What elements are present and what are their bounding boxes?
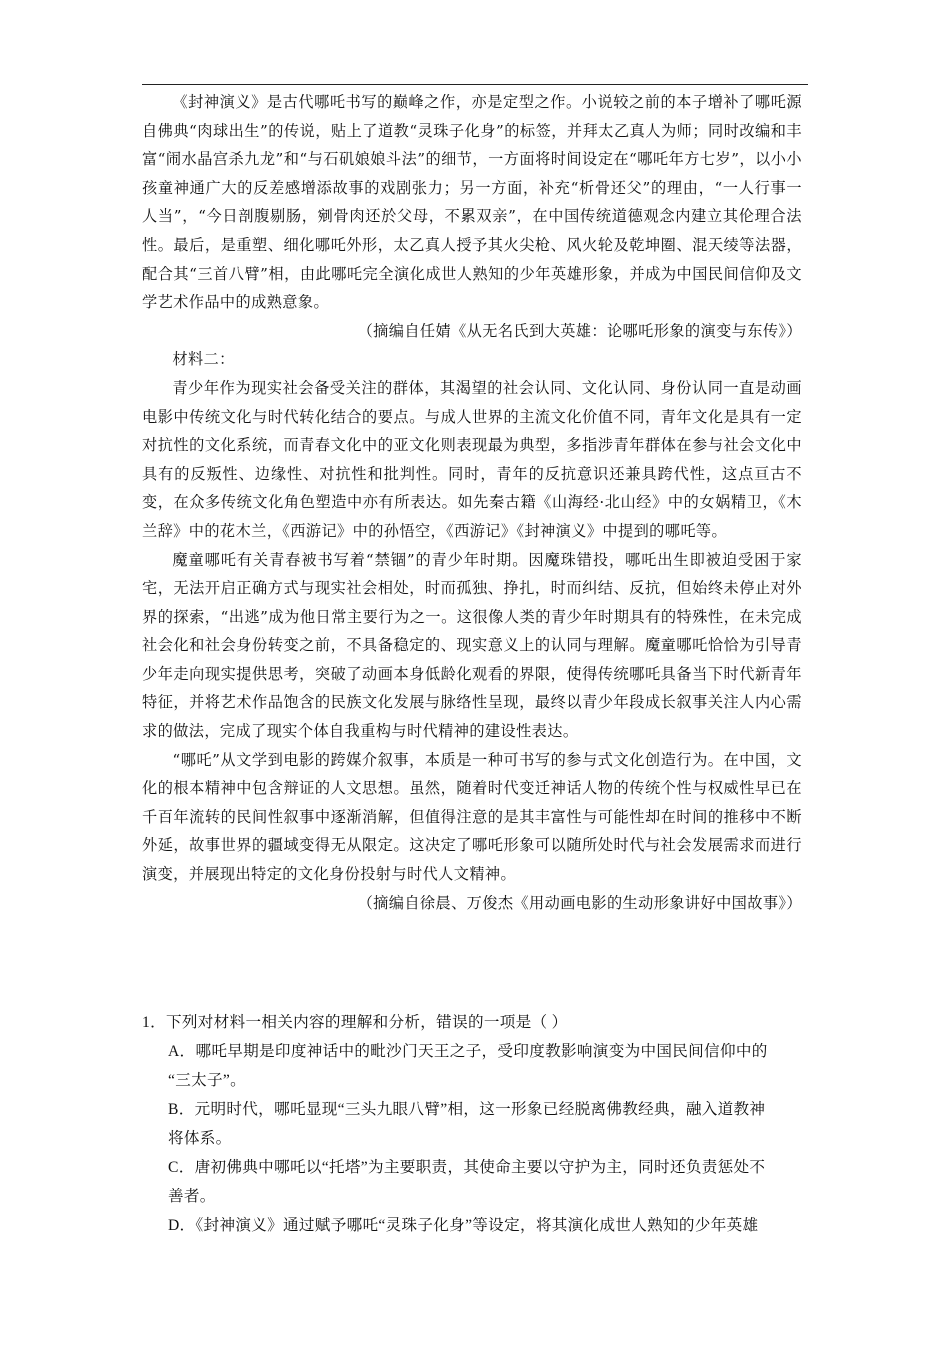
material2-paragraph-1: 青少年作为现实社会备受关注的群体，其渴望的社会认同、文化认同、身份认同一直是动画电影中传统文化与时代转化结合的要点。与成人世界的主流文化价值不同，青年文化是具有一定对抗性的文化系统，而青春文化中的亚文化则表现最为典型，多指涉青年群体在参与社会文化中具有的反叛性、边缘性、对抗性和批判性。同时，青年的反抗意识还兼具跨代性，这点亘古不变，在众多传统文化角色塑造中亦有所表达。如先秦古籍《山海经·北山经》中的女娲精卫，《木兰辞》中的花木兰，《西游记》中的孙悟空，《西游记》《封神演义》中提到的哪吒等。 [142, 378, 802, 540]
option-d-text: D．《封神演义》通过赋予哪吒“灵珠子化身”等设定，将其演化成世人熟知的少年英雄 [168, 1217, 759, 1234]
option-c[interactable] [142, 1153, 802, 1211]
option-d[interactable] [142, 1211, 802, 1240]
material2-source: （摘编自徐晨、万俊杰《用动画电影的生动形象讲好中国故事》） [357, 893, 802, 912]
option-b-text: B．元明时代，哪吒显现“三头九眼八臂”相，这一形象已经脱离佛教经典，融入道教神 [168, 1101, 766, 1118]
option-b-cont: 将体系。 [168, 1130, 232, 1147]
header-rule [142, 84, 808, 85]
material2-label: 材料二： [172, 350, 235, 369]
material1-source: （摘编自任婧《从无名氏到大英雄：论哪吒形象的演变与东传》） [357, 321, 802, 340]
option-b[interactable] [142, 1095, 802, 1153]
option-a-text: A．哪吒早期是印度神话中的毗沙门天王之子，受印度教影响演变为中国民间信仰中的 [168, 1043, 768, 1060]
option-c-cont: 善者。 [168, 1188, 216, 1205]
question-block [142, 1008, 802, 1240]
material2-paragraph-2: 魔童哪吒有关青春被书写着“禁锢”的青少年时期。因魔珠错投，哪吒出生即被迫受困于家宅，无法开启正确方式与现实社会相处，时而孤独、挣扎，时而纠结、反抗，但始终未停止对外界的探索，“出逃”成为他日常主要行为之一。这很像人类的青少年时期具有的特殊性，在未完成社会化和社会身份转变之前，不具备稳定的、现实意义上的认同与理解。魔童哪吒恰恰为引导青少年走向现实提供思考，突破了动画本身低龄化观看的界限，使得传统哪吒具备当下时代新青年特征，并将艺术作品饱含的民族文化发展与脉络性呈现，最终以青少年段成长叙事关注人内心需求的做法，完成了现实个体自我重构与时代精神的建设性表达。 [142, 550, 802, 741]
material1-paragraph: 《封神演义》是古代哪吒书写的巅峰之作，亦是定型之作。小说较之前的本子增补了哪吒源自佛典“肉球出生”的传说，贴上了道教“灵珠子化身”的标签，并拜太乙真人为师；同时改编和丰富“闹水晶宫杀九龙”和“与石矶娘娘斗法”的细节，一方面将时间设定在“哪吒年方七岁”，以小小孩童神通广大的反差感增添故事的戏剧张力；另一方面，补充“析骨还父”的理由，“一人行事一人当”，“今日剖腹剔肠，剜骨肉还於父母，不累双亲”，在中国传统道德观念内建立其伦理合法性。最后，是重塑、细化哪吒外形，太乙真人授予其火尖枪、风火轮及乾坤圈、混天绫等法器，配合其“三首八臂”相，由此哪吒完全演化成世人熟知的少年英雄形象，并成为中国民间信仰及文学艺术作品中的成熟意象。 [142, 93, 802, 312]
question-1-stem: 1．下列对材料一相关内容的理解和分析，错误的一项是（ ） [142, 1014, 568, 1031]
material2-paragraph-3: “哪吒”从文学到电影的跨媒介叙事，本质是一种可书写的参与式文化创造行为。在中国，文化的根本精神中包含辩证的人文思想。虽然，随着时代变迁神话人物的传统个性与权威性早已在千百年流转的民间性叙事中逐渐消解，但值得注意的是其丰富性与可能性却在时间的推移中不断外延，故事世界的疆域变得无从限定。这决定了哪吒形象可以随所处时代与社会发展需求而进行演变，并展现出特定的文化身份投射与时代人文精神。 [142, 750, 802, 884]
option-a[interactable] [142, 1037, 802, 1095]
option-a-cont: “三太子”。 [168, 1072, 247, 1089]
option-c-text: C．唐初佛典中哪吒以“托塔”为主要职责，其使命主要以守护为主，同时还负责惩处不 [168, 1159, 766, 1176]
reading-passage [142, 88, 802, 917]
